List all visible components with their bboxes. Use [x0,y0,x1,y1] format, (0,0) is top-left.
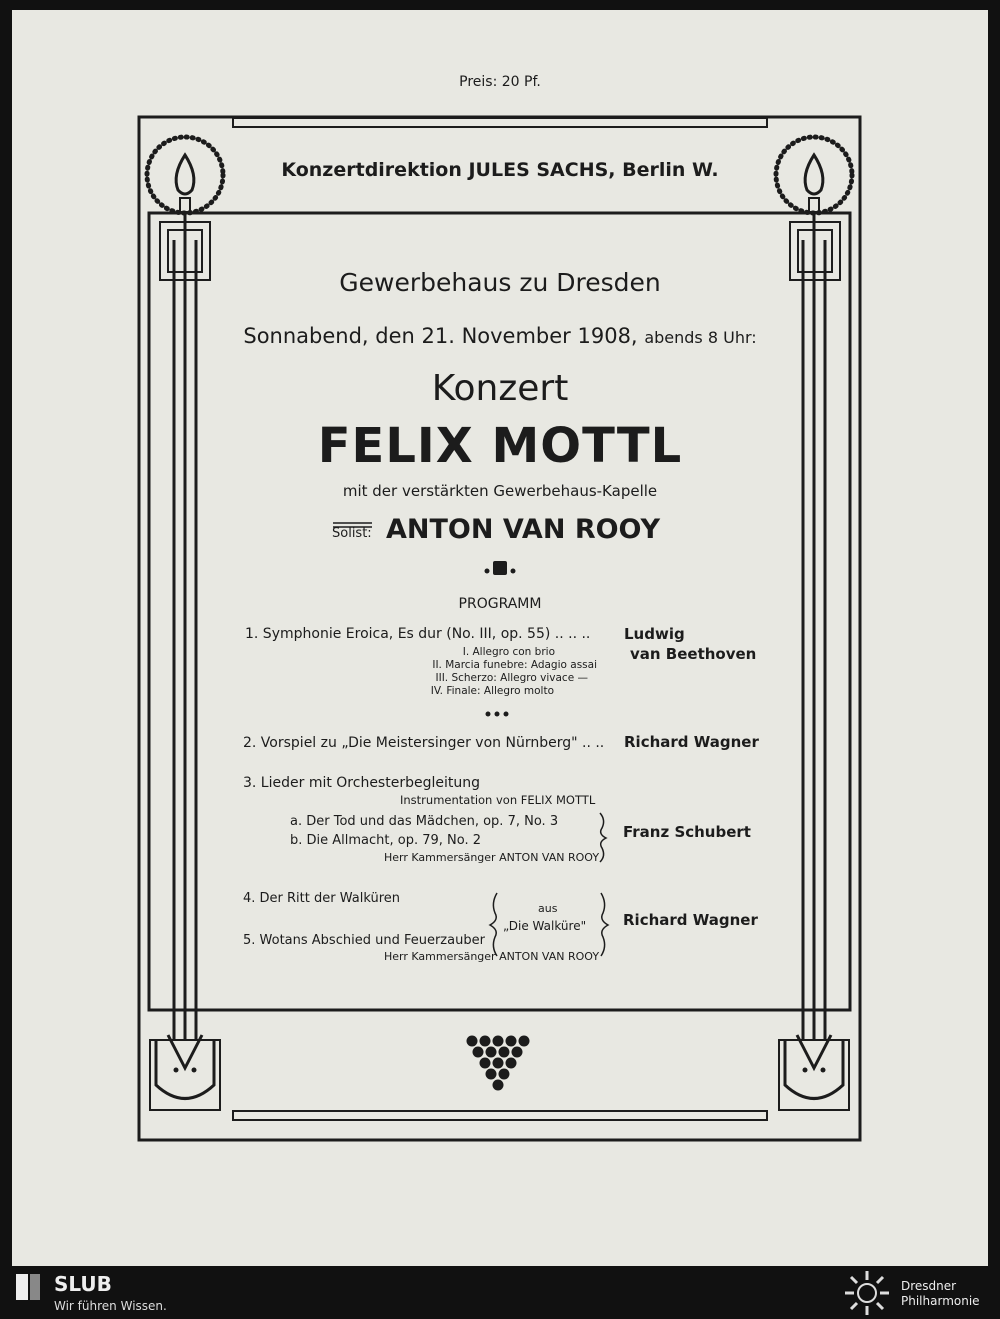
program-item-3-composer: Franz Schubert [623,823,751,841]
song-a: a. Der Tod und das Mädchen, op. 7, No. 3 [290,814,559,829]
program-item-5-title: 5. Wotans Abschied und Feuerzauber [243,933,485,948]
source-line-2: „Die Walküre" [503,919,587,933]
soloist-name: ANTON VAN ROOY [386,514,661,545]
heading: Konzert [431,368,569,409]
movement-3: III. Scherzo: Allegro vivace — [435,672,588,684]
viewer-footer [0,1266,1000,1319]
agency-line: Konzertdirektion JULES SACHS, Berlin W. [281,159,719,181]
date-time: abends 8 Uhr: [644,328,757,347]
venue-line: Gewerbehaus zu Dresden [339,268,661,297]
date-main: Sonnabend, den 21. November 1908, [243,324,638,348]
price-label: Preis: 20 Pf. [459,74,541,90]
program-item-1-title: 1. Symphonie Eroica, Es dur (No. III, op. 55) .. .. .. [245,626,591,642]
program-item-1-composer-line2: van Beethoven [630,645,757,663]
program-item-1-composer-line1: Ludwig [624,625,685,643]
program-item-45-performer: Herr Kammersänger ANTON VAN ROOY [384,950,600,963]
conductor-name: FELIX MOTTL [317,418,683,474]
program-title: PROGRAMM [458,596,542,612]
program-item-45-composer: Richard Wagner [623,911,758,929]
movement-1: I. Allegro con brio [462,646,555,658]
program-item-2-composer: Richard Wagner [624,733,759,751]
program-item-2-title: 2. Vorspiel zu „Die Meistersinger von Nürnberg" .. .. [243,735,605,751]
program-item-3-performer: Herr Kammersänger ANTON VAN ROOY [384,851,600,864]
book-icon [14,1272,42,1302]
program-item-3-title: 3. Lieder mit Orchesterbegleitung [243,775,480,791]
library-motto: Wir führen Wissen. [54,1299,167,1313]
soloist-label: Solist: [332,526,372,541]
sunburst-logo-icon [842,1269,892,1317]
library-name: SLUB [54,1272,112,1296]
program-item-3-instrumentation: Instrumentation von FELIX MOTTL [400,793,596,807]
program-item-4-title: 4. Der Ritt der Walküren [243,891,400,906]
partner-line-2: Philharmonie [901,1294,980,1308]
source-line-1: aus [538,902,558,915]
movement-4: IV. Finale: Allegro molto [430,685,554,697]
orchestra-line: mit der verstärkten Gewerbehaus-Kapelle [342,482,658,500]
song-b: b. Die Allmacht, op. 79, No. 2 [290,833,482,848]
partner-line-1: Dresdner [901,1279,957,1293]
date-line [0,326,1000,347]
movement-2: II. Marcia funebre: Adagio assai [432,659,597,671]
